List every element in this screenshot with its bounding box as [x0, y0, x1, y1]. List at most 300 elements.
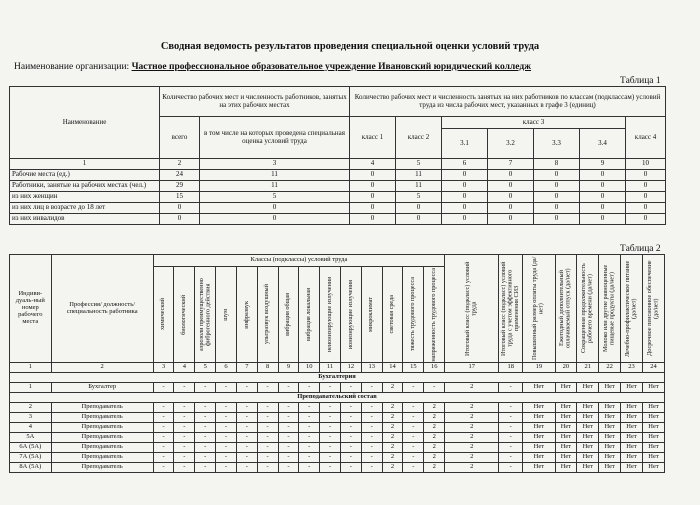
t1-cell: 0: [534, 192, 580, 203]
t2-cell: -: [278, 423, 299, 433]
t2-cell: Нет: [577, 403, 599, 413]
t2-cell: -: [153, 443, 174, 453]
t2-row: [10, 453, 665, 463]
t2-cell: 2: [382, 413, 403, 423]
t2-cell: Нет: [523, 443, 555, 453]
t2-cell: -: [320, 413, 341, 423]
t2-colnum: 4: [174, 363, 195, 373]
t2-cell: -: [340, 443, 361, 453]
t2-factor-header: [361, 267, 382, 363]
t2-cell: -: [174, 443, 195, 453]
t2-header-milk-text: Молоко или другие равноценные пищевые продукты (да/нет): [602, 264, 616, 353]
t2-section-title: Преподавательский состав: [10, 393, 665, 403]
t1-header-assessed: в том числе на которых проведена специальная оценка условий труда: [200, 117, 350, 159]
t2-factor-header: [236, 267, 257, 363]
t2-factor-text: вибрация общая: [284, 293, 292, 336]
t2-colnum: 5: [195, 363, 216, 373]
t2-cell: 2: [424, 453, 445, 463]
t2-cell: Нет: [642, 443, 664, 453]
t2-cell: -: [153, 383, 174, 393]
t2-row: [10, 383, 665, 393]
t2-colnum: 18: [499, 363, 523, 373]
t2-cell: -: [174, 413, 195, 423]
t2-cell: -: [236, 453, 257, 463]
t2-header-extra-pay-text: Повышенный размер оплаты труда (да/нет): [531, 256, 545, 361]
t2-cell: -: [174, 383, 195, 393]
t2-cell: -: [216, 383, 237, 393]
t2-factor-header: [257, 267, 278, 363]
t2-cell: -: [403, 433, 424, 443]
t2-cell: Нет: [523, 403, 555, 413]
t2-cell: Нет: [523, 413, 555, 423]
t2-cell: -: [340, 403, 361, 413]
t2-colnum: 3: [153, 363, 174, 373]
t2-header-short-time-text: Сокращенная продолжительность рабочего времени (да/нет): [580, 263, 594, 354]
t2-cell: Нет: [621, 423, 643, 433]
t2-cell: -: [299, 413, 320, 423]
t2-colnum: 12: [340, 363, 361, 373]
t2-cell: 2: [424, 403, 445, 413]
t2-cell: 2: [445, 423, 499, 433]
t2-factor-text: неионизирующие излучения: [325, 276, 333, 353]
t2-cell: Нет: [577, 383, 599, 393]
t2-cell: Нет: [577, 443, 599, 453]
t2-colnum: 9: [278, 363, 299, 373]
t2-cell: -: [499, 403, 523, 413]
t2-row: [10, 423, 665, 433]
t2-cell: -: [195, 383, 216, 393]
t2-cell: Нет: [642, 403, 664, 413]
t2-cell: -: [299, 383, 320, 393]
t2-header-final-class-siz: [499, 255, 523, 363]
t1-cell: 0: [350, 192, 396, 203]
t2-section-row: [10, 373, 665, 383]
t2-factor-text: тяжесть трудового процесса: [409, 277, 417, 352]
t2-cell: -: [403, 463, 424, 473]
t2-cell: Нет: [577, 413, 599, 423]
t2-cell: Нет: [599, 403, 621, 413]
t2-cell: -: [424, 383, 445, 393]
t2-row-id: 2: [10, 403, 52, 413]
t2-row: [10, 433, 665, 443]
t2-row-profession: Преподаватель: [51, 463, 153, 473]
t2-row-profession: Преподаватель: [51, 423, 153, 433]
t2-cell: 2: [445, 453, 499, 463]
t2-cell: -: [216, 433, 237, 443]
t2-factor-header: [216, 267, 237, 363]
t2-row-profession: Преподаватель: [51, 443, 153, 453]
t1-cell: 0: [350, 181, 396, 192]
t1-cell: 0: [442, 192, 488, 203]
t2-cell: -: [257, 433, 278, 443]
t1-cell: 5: [396, 192, 442, 203]
t2-factor-header: [424, 267, 445, 363]
t1-cell: 0: [580, 170, 626, 181]
t2-cell: -: [299, 423, 320, 433]
t2-header-profession: Профессия/ должность/ специальность работника: [51, 255, 153, 363]
t2-cell: -: [403, 413, 424, 423]
t2-factor-text: микроклимат: [367, 297, 375, 332]
t2-factor-text: биологический: [180, 294, 188, 335]
t1-cell: 0: [626, 203, 666, 214]
t2-colnum: 8: [257, 363, 278, 373]
t2-header-lpp: [621, 255, 643, 363]
t2-cell: 2: [424, 463, 445, 473]
t1-row: [10, 181, 666, 192]
t2-cell: -: [320, 403, 341, 413]
t2-cell: 2: [382, 443, 403, 453]
t1-row-label: из них женщин: [10, 192, 160, 203]
t2-header-short-time: [577, 255, 599, 363]
t1-cell: 0: [580, 214, 626, 225]
t2-row: [10, 463, 665, 473]
t2-colnum: 21: [577, 363, 599, 373]
t2-factor-header: [278, 267, 299, 363]
t2-cell: -: [174, 433, 195, 443]
t1-cell: 0: [488, 203, 534, 214]
t2-cell: -: [340, 413, 361, 423]
t2-cell: Нет: [523, 383, 555, 393]
table1-caption: Таблица 1: [620, 76, 661, 86]
t1-cell: 0: [626, 192, 666, 203]
t2-cell: Нет: [599, 383, 621, 393]
t2-cell: -: [153, 413, 174, 423]
t2-cell: -: [153, 463, 174, 473]
t2-cell: 2: [382, 383, 403, 393]
t1-header-sub34: 3.4: [580, 129, 626, 159]
t2-cell: -: [236, 403, 257, 413]
t2-row-profession: Бухгалтер: [51, 383, 153, 393]
t2-cell: Нет: [555, 443, 577, 453]
t2-factor-header: [299, 267, 320, 363]
t2-cell: -: [299, 433, 320, 443]
t2-cell: Нет: [555, 403, 577, 413]
t1-header-class3: класс 3: [442, 117, 626, 129]
t2-cell: -: [278, 383, 299, 393]
t2-cell: -: [236, 443, 257, 453]
t2-cell: -: [153, 403, 174, 413]
t2-factor-header: [320, 267, 341, 363]
t2-cell: -: [195, 403, 216, 413]
t1-row-label: из них лиц в возрасте до 18 лет: [10, 203, 160, 214]
t2-colnum: 6: [216, 363, 237, 373]
t2-factor-text: химический: [159, 298, 167, 331]
t1-column-numbers: [10, 159, 666, 170]
t2-factor-text: шум: [221, 308, 229, 321]
t2-cell: Нет: [577, 453, 599, 463]
t1-cell: 11: [200, 181, 350, 192]
t1-cell: 0: [200, 214, 350, 225]
t2-factor-text: напряженность трудового процесса: [429, 267, 437, 362]
t2-cell: Нет: [555, 453, 577, 463]
t1-colnum: 4: [350, 159, 396, 170]
t2-cell: -: [403, 403, 424, 413]
t2-colnum: 19: [523, 363, 555, 373]
t2-cell: -: [195, 423, 216, 433]
t2-section-row: [10, 393, 665, 403]
t2-cell: Нет: [577, 433, 599, 443]
t1-cell: 0: [534, 203, 580, 214]
t2-cell: Нет: [621, 383, 643, 393]
t2-cell: Нет: [599, 463, 621, 473]
t1-header-class4: класс 4: [626, 117, 666, 159]
t2-cell: -: [278, 453, 299, 463]
t2-factor-text: ионизирующие излучения: [346, 279, 354, 350]
t1-cell: 11: [200, 170, 350, 181]
t1-row: [10, 203, 666, 214]
t1-cell: 0: [580, 192, 626, 203]
t2-colnum: 11: [320, 363, 341, 373]
t2-cell: -: [278, 403, 299, 413]
t2-cell: Нет: [621, 443, 643, 453]
t2-cell: -: [499, 413, 523, 423]
t2-cell: 2: [445, 403, 499, 413]
t2-row: [10, 413, 665, 423]
t2-cell: -: [361, 463, 382, 473]
t2-cell: -: [340, 423, 361, 433]
t2-cell: -: [153, 453, 174, 463]
t2-cell: -: [340, 453, 361, 463]
t2-header-final-class-siz-text: Итоговый класс (подкласс) условий труда с учетом эффективного применения СИЗ: [500, 261, 521, 356]
t2-cell: -: [403, 423, 424, 433]
t2-colnum: 20: [555, 363, 577, 373]
assessment-table: [9, 254, 665, 473]
t1-colnum: 9: [580, 159, 626, 170]
t1-cell: 0: [160, 214, 200, 225]
t2-cell: -: [216, 403, 237, 413]
table2-caption: Таблица 2: [620, 244, 661, 254]
t1-header-total: всего: [160, 117, 200, 159]
t2-cell: -: [174, 453, 195, 463]
t2-cell: -: [320, 433, 341, 443]
t2-row-id: 5А: [10, 433, 52, 443]
t1-cell: 0: [442, 214, 488, 225]
t2-cell: Нет: [642, 423, 664, 433]
organization-name: Частное профессиональное образовательное учреждение Ивановский юридический колледж: [131, 62, 532, 72]
t2-cell: Нет: [642, 433, 664, 443]
t1-cell: 0: [396, 203, 442, 214]
t2-colnum: 17: [445, 363, 499, 373]
t2-factor-header: [174, 267, 195, 363]
t2-cell: -: [216, 423, 237, 433]
t1-header-classes: Количество рабочих мест и численность занятых на них работников по классам (подклассам) условий труда из числа рабочих мест, указанных в графе 3 (единиц): [350, 87, 666, 117]
t2-cell: -: [361, 453, 382, 463]
t1-cell: 11: [396, 170, 442, 181]
t2-row-id: 8А (5А): [10, 463, 52, 473]
t2-cell: Нет: [555, 433, 577, 443]
t1-cell: 0: [488, 170, 534, 181]
t2-cell: Нет: [642, 463, 664, 473]
t2-cell: 2: [445, 383, 499, 393]
t2-row-id: 4: [10, 423, 52, 433]
t2-cell: Нет: [599, 433, 621, 443]
t2-cell: -: [216, 463, 237, 473]
t2-cell: Нет: [621, 403, 643, 413]
t2-cell: 2: [445, 413, 499, 423]
t1-cell: 0: [534, 181, 580, 192]
t2-cell: Нет: [523, 463, 555, 473]
t2-cell: -: [403, 453, 424, 463]
t2-cell: -: [216, 413, 237, 423]
t1-cell: 0: [396, 214, 442, 225]
t2-cell: -: [499, 443, 523, 453]
t2-factor-header: [403, 267, 424, 363]
t2-cell: 2: [424, 413, 445, 423]
t2-cell: -: [403, 443, 424, 453]
t1-colnum: 2: [160, 159, 200, 170]
t2-cell: -: [257, 383, 278, 393]
t2-cell: -: [257, 453, 278, 463]
t1-colnum: 3: [200, 159, 350, 170]
t2-cell: -: [174, 423, 195, 433]
t2-cell: -: [278, 433, 299, 443]
t1-cell: 0: [442, 170, 488, 181]
t2-row-profession: Преподаватель: [51, 403, 153, 413]
t2-cell: -: [499, 423, 523, 433]
t2-cell: -: [195, 443, 216, 453]
t1-cell: 24: [160, 170, 200, 181]
t2-cell: Нет: [577, 463, 599, 473]
t2-cell: Нет: [599, 443, 621, 453]
t2-header-extra-pay: [523, 255, 555, 363]
t2-cell: Нет: [621, 413, 643, 423]
t2-cell: -: [278, 413, 299, 423]
t2-cell: 2: [445, 463, 499, 473]
t2-cell: -: [361, 443, 382, 453]
t2-colnum: 15: [403, 363, 424, 373]
document-title: Сводная ведомость результатов проведения специальной оценки условий труда: [160, 41, 540, 52]
t2-colnum: 16: [424, 363, 445, 373]
t2-cell: -: [216, 443, 237, 453]
t2-cell: -: [299, 463, 320, 473]
t2-cell: -: [499, 453, 523, 463]
t2-cell: -: [195, 413, 216, 423]
t1-cell: 0: [350, 170, 396, 181]
t2-row-profession: Преподаватель: [51, 433, 153, 443]
t2-cell: Нет: [642, 383, 664, 393]
t2-row-profession: Преподаватель: [51, 413, 153, 423]
t2-header-row: [10, 255, 665, 267]
t2-cell: Нет: [642, 453, 664, 463]
t1-colnum: 1: [10, 159, 160, 170]
t2-cell: -: [153, 423, 174, 433]
t1-cell: 0: [534, 170, 580, 181]
organization-line: [14, 62, 531, 72]
t2-cell: -: [257, 403, 278, 413]
t2-colnum: 2: [51, 363, 153, 373]
t2-cell: -: [361, 413, 382, 423]
t2-header-milk: [599, 255, 621, 363]
t2-factor-text: инфразвук: [242, 300, 250, 329]
summary-table: [9, 86, 666, 225]
t2-cell: -: [236, 433, 257, 443]
t2-colnum: 13: [361, 363, 382, 373]
t2-cell: 2: [445, 433, 499, 443]
t2-cell: Нет: [621, 453, 643, 463]
t2-cell: -: [278, 463, 299, 473]
t2-cell: -: [195, 463, 216, 473]
t1-header-class1: класс 1: [350, 117, 396, 159]
t2-row-id: 3: [10, 413, 52, 423]
t2-header-classes: Классы (подклассы) условий труда: [153, 255, 445, 267]
t2-cell: -: [340, 433, 361, 443]
t2-row-id: 6А (5А): [10, 443, 52, 453]
t2-cell: Нет: [523, 423, 555, 433]
t2-cell: Нет: [621, 463, 643, 473]
t2-row: [10, 443, 665, 453]
t2-row: [10, 403, 665, 413]
t2-cell: -: [174, 463, 195, 473]
t2-cell: -: [320, 423, 341, 433]
t1-row: [10, 192, 666, 203]
t2-colnum: 1: [10, 363, 52, 373]
t2-cell: Нет: [523, 433, 555, 443]
t2-colnum: 14: [382, 363, 403, 373]
t2-cell: -: [361, 433, 382, 443]
t2-factor-header: [340, 267, 361, 363]
t2-header-lpp-text: Лечебно-профилактическое питание (да/нет): [624, 260, 638, 357]
t1-row-label: Работники, занятые на рабочих местах (чел.): [10, 181, 160, 192]
t1-row: [10, 214, 666, 225]
t2-cell: 2: [382, 423, 403, 433]
t1-header-name: Наименование: [10, 87, 160, 159]
t2-cell: Нет: [555, 413, 577, 423]
t2-cell: -: [236, 383, 257, 393]
t2-cell: -: [340, 383, 361, 393]
t2-column-numbers: [10, 363, 665, 373]
t2-cell: -: [257, 413, 278, 423]
t2-section-title: Бухгалтерия: [10, 373, 665, 383]
t2-cell: -: [278, 443, 299, 453]
t2-cell: Нет: [555, 383, 577, 393]
t1-cell: 0: [626, 181, 666, 192]
t2-cell: Нет: [555, 423, 577, 433]
t2-header-pension-text: Досрочное пенсионное обеспечение (да/нет): [645, 260, 660, 357]
t1-cell: 5: [200, 192, 350, 203]
t2-cell: -: [299, 453, 320, 463]
t1-cell: 0: [350, 214, 396, 225]
t1-cell: 0: [626, 214, 666, 225]
t2-cell: -: [236, 413, 257, 423]
t2-cell: 2: [424, 423, 445, 433]
t2-cell: Нет: [621, 433, 643, 443]
t2-cell: 2: [424, 443, 445, 453]
t1-cell: 0: [488, 214, 534, 225]
t2-row-id: 1: [10, 383, 52, 393]
t2-cell: -: [361, 383, 382, 393]
t1-cell: 0: [626, 170, 666, 181]
t2-cell: Нет: [555, 463, 577, 473]
t2-cell: 2: [445, 443, 499, 453]
t1-cell: 0: [488, 192, 534, 203]
t1-header-sub33: 3.3: [534, 129, 580, 159]
organization-label: Наименование организации:: [14, 62, 130, 72]
t1-cell: 0: [160, 203, 200, 214]
t2-cell: Нет: [523, 453, 555, 463]
t2-cell: Нет: [577, 423, 599, 433]
t2-colnum: 22: [599, 363, 621, 373]
t1-colnum: 5: [396, 159, 442, 170]
t2-cell: -: [195, 433, 216, 443]
t1-cell: 0: [534, 214, 580, 225]
t2-factor-header: [195, 267, 216, 363]
t2-cell: -: [216, 453, 237, 463]
t2-cell: -: [320, 453, 341, 463]
t1-cell: 0: [442, 203, 488, 214]
t2-cell: -: [320, 443, 341, 453]
t2-cell: -: [236, 463, 257, 473]
t1-colnum: 6: [442, 159, 488, 170]
